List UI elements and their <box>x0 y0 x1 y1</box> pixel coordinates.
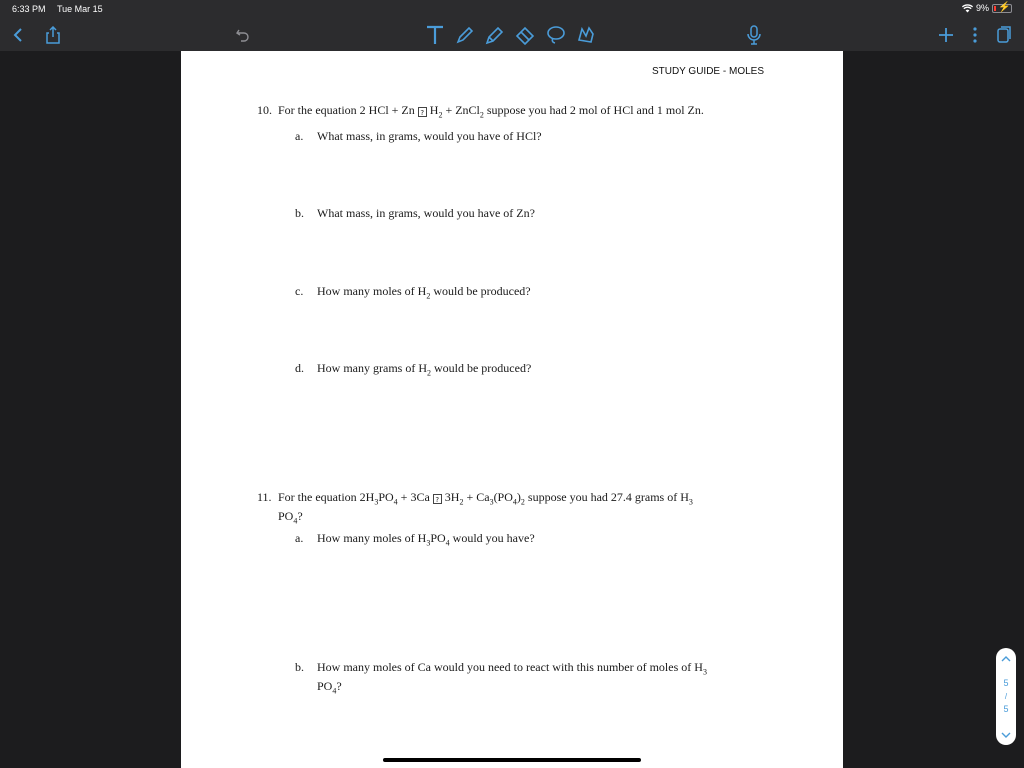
current-page: 5 <box>1003 678 1009 688</box>
document-header: STUDY GUIDE - MOLES <box>651 66 764 77</box>
add-icon <box>938 27 954 43</box>
shape-icon <box>576 25 596 45</box>
question-10d: d. How many grams of $H_2$ would be produced? <box>295 361 532 378</box>
chevron-down-icon <box>1001 732 1011 739</box>
question-number: 10. <box>257 103 272 117</box>
lasso-icon <box>546 25 566 45</box>
pages-button[interactable] <box>990 22 1016 48</box>
missing-glyph-box: ? <box>433 494 442 504</box>
undo-icon <box>235 27 251 43</box>
document-page[interactable] <box>181 51 843 768</box>
question-10b: b. What mass, in grams, would you have of Zn? <box>295 206 535 220</box>
microphone-button[interactable] <box>741 22 767 48</box>
status-bar <box>0 0 1024 18</box>
wifi-icon <box>962 4 973 13</box>
chevron-up-icon <box>1001 655 1011 662</box>
more-button[interactable] <box>962 22 988 48</box>
undo-button[interactable] <box>230 22 256 48</box>
shape-button[interactable] <box>573 22 599 48</box>
question-10a: a. What mass, in grams, would you have of HCl? <box>295 129 542 143</box>
document-canvas <box>0 51 1024 768</box>
page-up-button[interactable] <box>996 650 1016 666</box>
share-icon <box>45 26 61 44</box>
more-icon <box>973 27 977 43</box>
text-tool-icon <box>426 25 444 45</box>
eraser-button[interactable] <box>512 22 538 48</box>
pages-icon <box>995 26 1011 44</box>
status-time: 6:33 PM <box>12 4 46 14</box>
eraser-icon <box>514 25 536 45</box>
battery-percent: 9% <box>975 3 989 13</box>
total-pages: 5 <box>1003 704 1009 714</box>
back-icon <box>13 27 23 43</box>
battery-icon: ⚡ <box>992 4 1012 13</box>
question-11: 11. For the equation $2H_3PO_4 + 3Ca$ ? $3H_2 + Ca_3(PO_4)_2$ suppose you had 27.4 grams of $H_3$ $PO_4$? <box>257 490 693 526</box>
page-separator: / <box>1004 692 1008 701</box>
microphone-icon <box>747 25 761 45</box>
highlighter-button[interactable] <box>482 22 508 48</box>
page-down-button[interactable] <box>996 727 1016 743</box>
share-button[interactable] <box>40 22 66 48</box>
question-11a: a. How many moles of $H_3PO_4$ would you have? <box>295 531 535 548</box>
toolbar <box>0 18 1024 51</box>
question-11b: b. How many moles of Ca would you need to react with this number of moles of $H_3$ $PO_4$? <box>295 660 707 696</box>
status-date: Tue Mar 15 <box>57 4 103 14</box>
lasso-button[interactable] <box>543 22 569 48</box>
question-number: 11. <box>257 490 272 504</box>
pen-button[interactable] <box>452 22 478 48</box>
highlighter-icon <box>485 25 505 45</box>
status-indicators <box>962 3 1012 13</box>
battery-fill <box>994 6 996 11</box>
missing-glyph-box: ? <box>418 107 427 117</box>
back-button[interactable] <box>5 22 31 48</box>
pen-icon <box>455 25 475 45</box>
home-indicator[interactable] <box>383 758 641 762</box>
page-navigator <box>996 648 1016 745</box>
question-10: 10. For the equation 2 HCl + Zn ? $H_2$ + ZnCl$_2$ suppose you had 2 mol of HCl and 1 mol Zn. <box>257 103 704 120</box>
question-10c: c. How many moles of $H_2$ would be produced? <box>295 284 531 301</box>
add-button[interactable] <box>933 22 959 48</box>
text-tool-button[interactable] <box>422 22 448 48</box>
